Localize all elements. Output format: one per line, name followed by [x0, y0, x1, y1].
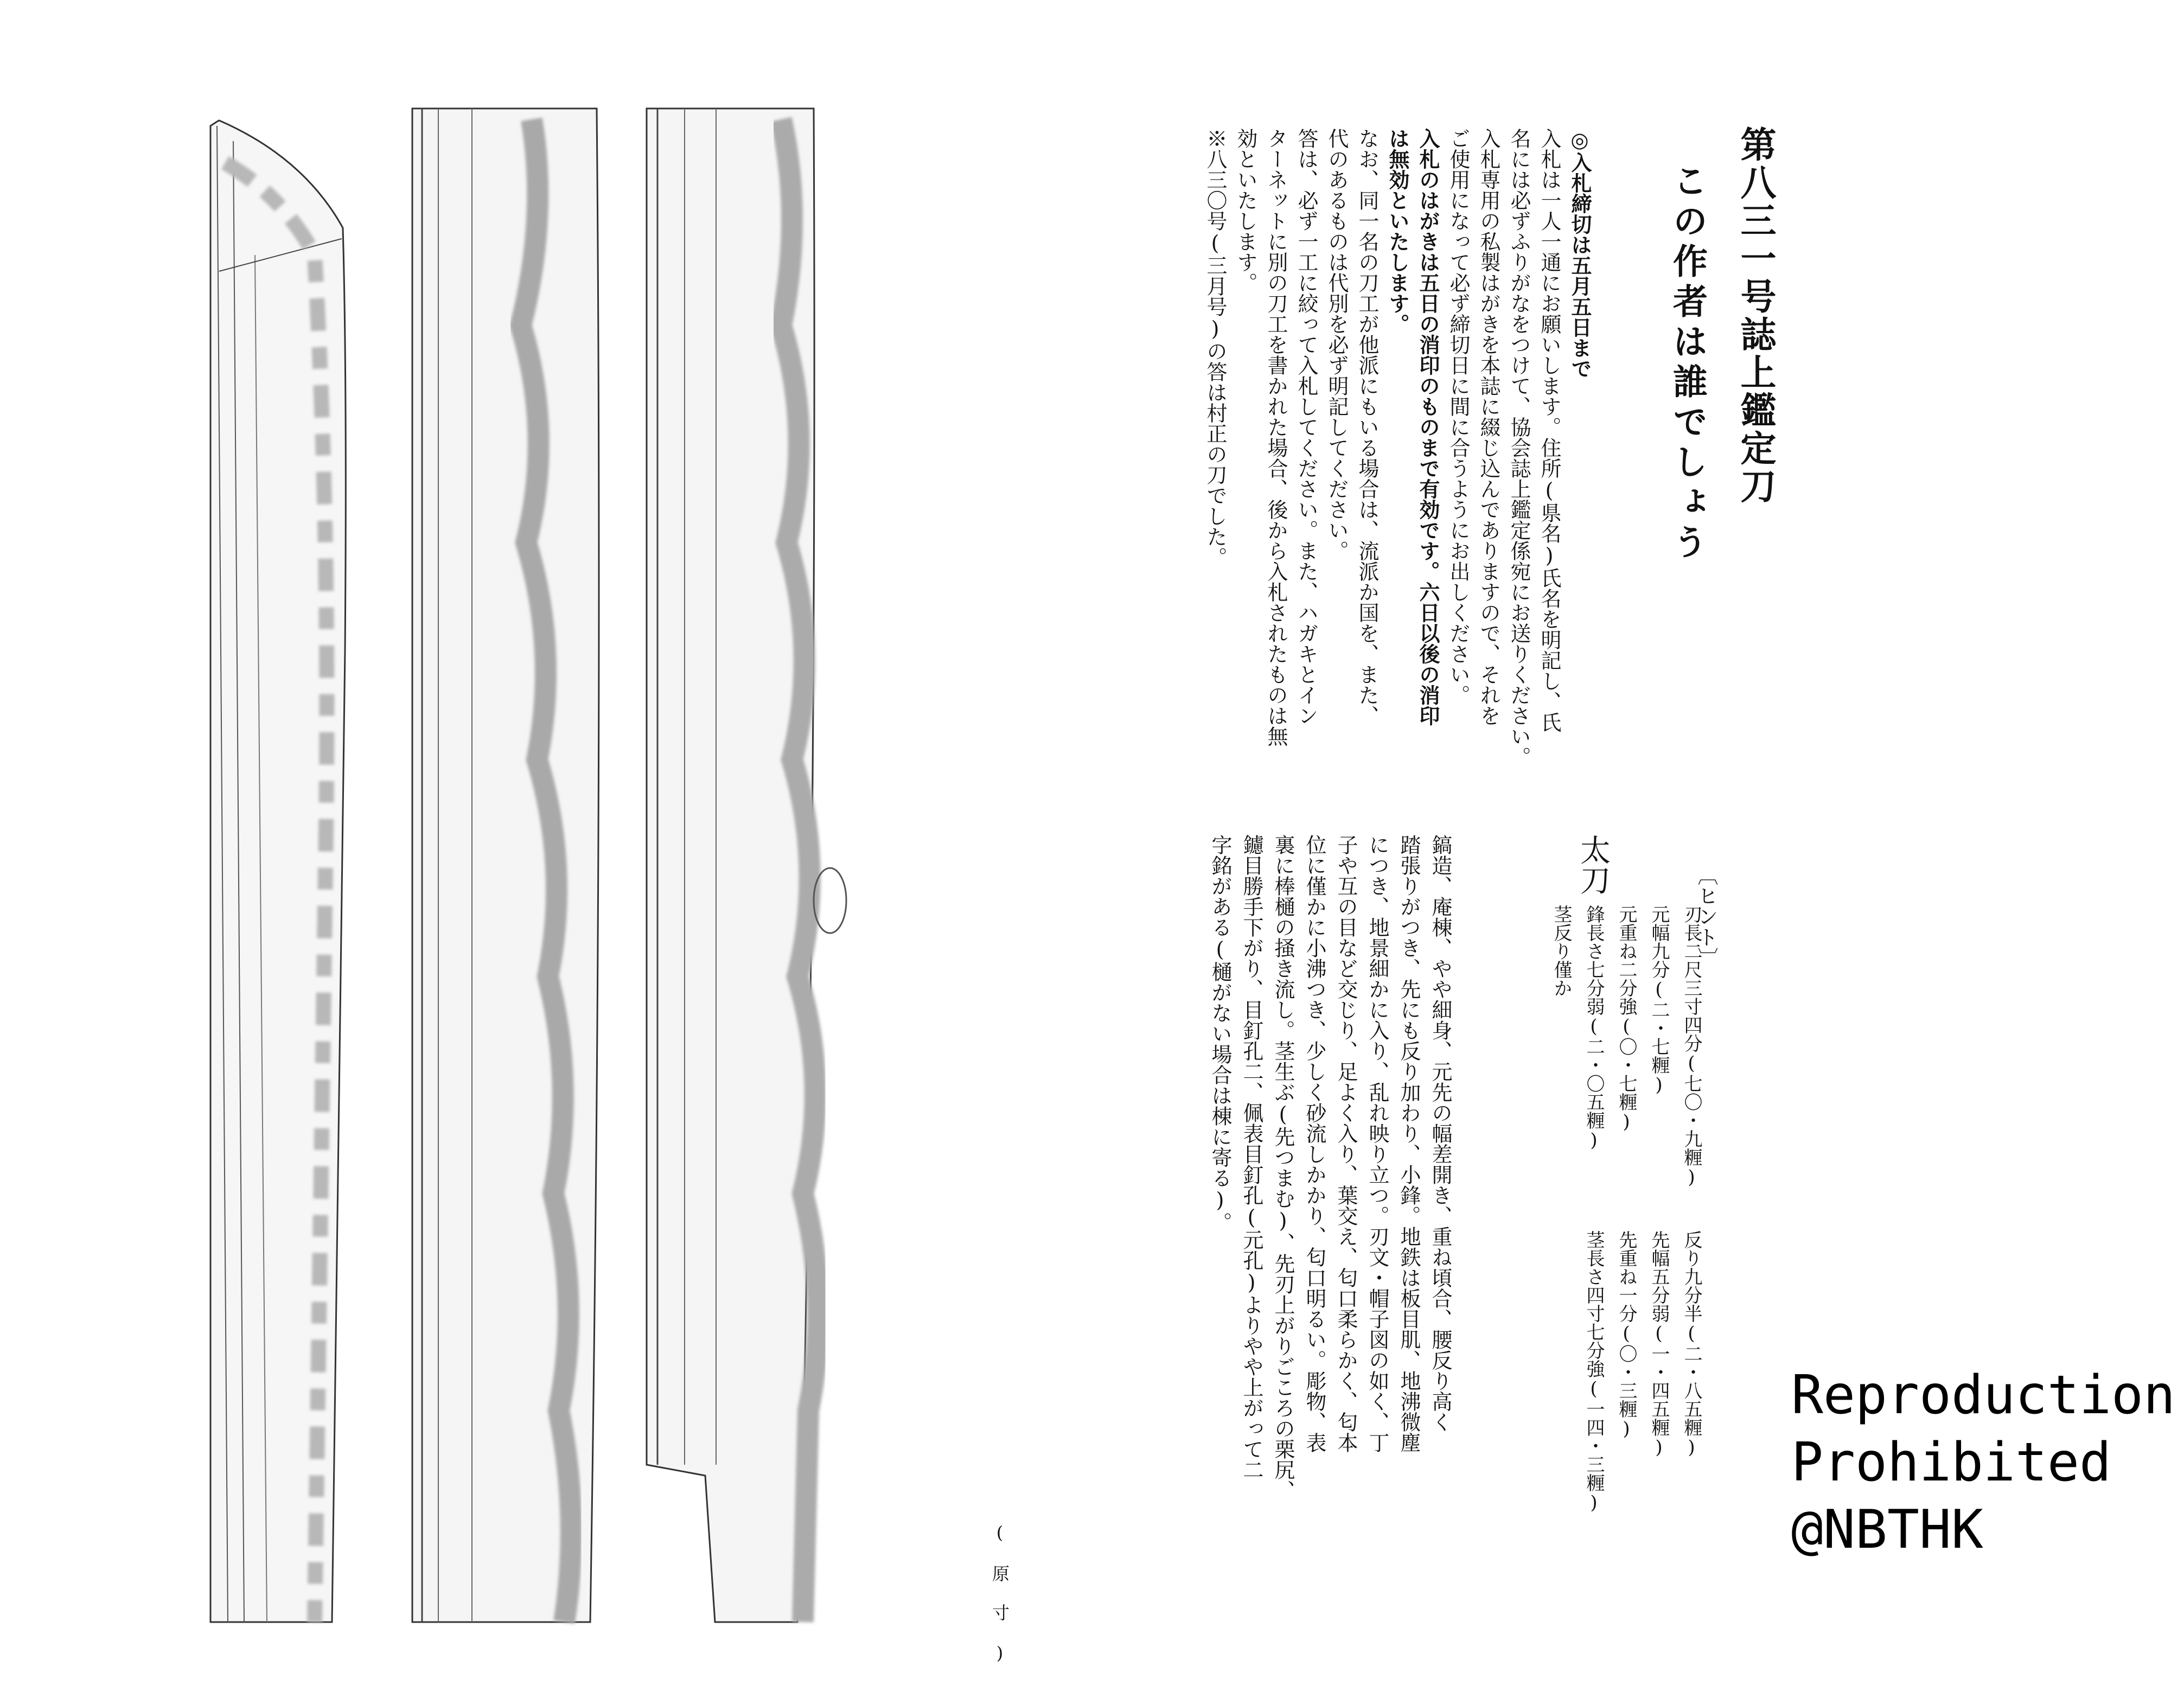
- description-line: 位に僅かに小沸つき、少しく砂流しかかり、匂口明るい。彫物、表: [1302, 834, 1326, 1453]
- notice-line: 入札は一人一通にお願いします。住所(県名)氏名を明記し、氏: [1537, 128, 1561, 732]
- page-subtitle: この作者は誰でしょう: [1667, 163, 1708, 564]
- watermark-line: @NBTHK: [1791, 1499, 1984, 1561]
- notice-line: 入札のはがきは五日の消印のものまで有効です。六日以後の消印: [1416, 128, 1440, 726]
- description-line: 鎬造、庵棟、やや細身、元先の幅差開き、重ね頃合、腰反り高く: [1428, 834, 1452, 1432]
- notice-line: ターネットに別の刀工を書かれた場合、後から入札されたものは無: [1264, 128, 1288, 746]
- sword-oshigata-drawing: [0, 0, 1085, 1640]
- entry-notice: [1200, 128, 1595, 768]
- spec-row: [1610, 905, 1643, 1514]
- description-line: 鑢目勝手下がり、目釘孔二、佩表目釘孔(元孔)よりやや上がって二: [1240, 834, 1263, 1480]
- spec-value: 鋒長さ七分弱(二・〇五糎): [1583, 905, 1605, 1151]
- watermark-line: Reproduction: [1791, 1364, 2176, 1426]
- hint-label: 〔ヒント〕: [1694, 865, 1718, 968]
- notice-line: なお、同一名の刀工が他派にもいる場合は、流派か国を、また、: [1355, 128, 1379, 726]
- spec-value: 先幅五分弱(一・四五糎): [1648, 1230, 1670, 1458]
- blade-tip-section: [210, 120, 346, 1622]
- blade-lower-section: [647, 108, 846, 1622]
- notice-line: 入札専用の私製はがきを本誌に綴じ込んでありますので、それを: [1477, 128, 1500, 726]
- spec-row: [1675, 905, 1708, 1514]
- notice-line: 代のあるものは代別を必ず明記してください。: [1325, 128, 1349, 561]
- spec-value: 元重ね二分強(〇・七糎): [1615, 905, 1637, 1133]
- page-title: 第八三一号誌上鑑定刀: [1734, 126, 1776, 506]
- blade-middle-section: [412, 108, 599, 1622]
- notice-line: 効といたします。: [1234, 128, 1257, 293]
- spec-value: 茎長さ四寸七分強(一四・三糎): [1583, 1230, 1605, 1514]
- spec-value: 刃長二尺三寸四分(七〇・九糎): [1681, 905, 1702, 1188]
- description-line: 踏張りがつき、先にも反り加わり、小鋒。地鉄は板目肌、地沸微塵: [1397, 834, 1421, 1453]
- spec-row: [1643, 905, 1675, 1514]
- watermark: [1791, 1362, 2175, 1563]
- spec-row: [1578, 905, 1610, 1514]
- description-line: 字銘がある(樋がない場合は棟に寄る)。: [1208, 834, 1232, 1233]
- spec-value: 茎反り僅か: [1550, 905, 1572, 997]
- notice-line: は無効といたします。: [1385, 128, 1409, 334]
- blade-description: [1204, 834, 1456, 1501]
- notice-heading: ◎入札締切は五月五日まで: [1568, 128, 1592, 379]
- notice-line: 名には必ずふりがなをつけて、協会誌上鑑定係宛にお送りください。: [1507, 128, 1531, 767]
- spec-value: 先重ね一分(〇・三糎): [1615, 1230, 1637, 1440]
- previous-answer-note: ※八三〇号(三月号)の答は村正の刀でした。: [1203, 128, 1227, 567]
- actual-size-note: (原寸): [989, 1522, 1010, 1685]
- watermark-line: Prohibited: [1791, 1432, 2112, 1493]
- spec-value: 元幅九分(二・七糎): [1648, 905, 1670, 1096]
- description-line: 子や互の目など交じり、足よく入り、葉交え、匂口柔らかく、匂本: [1334, 834, 1358, 1453]
- blade-type: 太刀: [1575, 834, 1611, 895]
- blade-specifications: [1545, 905, 1708, 1514]
- spec-value: 反り九分半(二・八五糎): [1681, 1230, 1702, 1458]
- notice-line: 答は、必ず一工に絞って入札してください。また、ハガキとイン: [1294, 128, 1318, 726]
- description-line: につき、地景細かに入り、乱れ映り立つ。刃文・帽子図の如く、丁: [1365, 834, 1389, 1453]
- notice-line: ご使用になって必ず締切日に間に合うようにお出しください。: [1446, 128, 1470, 705]
- description-line: 裏に棒樋の掻き流し。茎生ぶ(先つまむ)、先刃上がりごころの栗尻、: [1271, 834, 1295, 1501]
- spec-row: [1545, 905, 1578, 1514]
